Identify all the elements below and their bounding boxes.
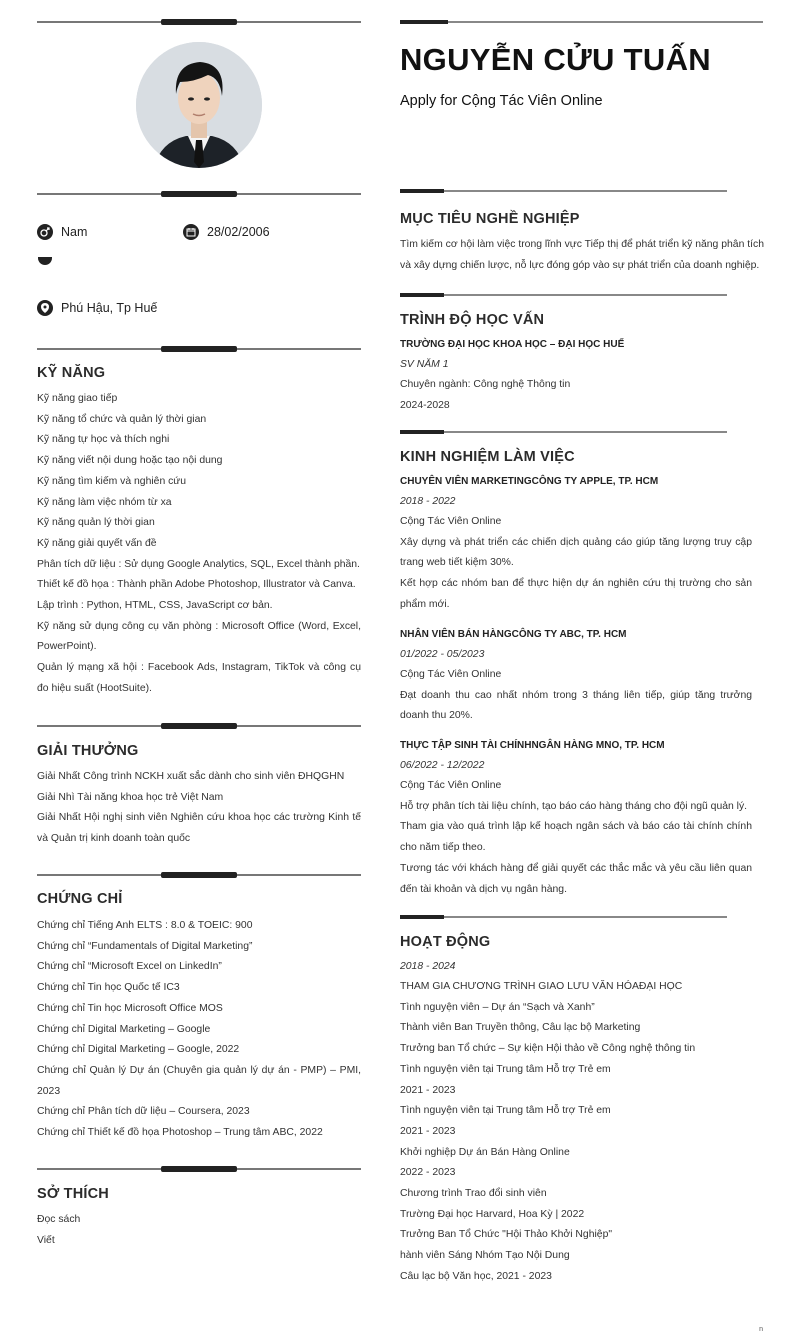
list-item: Trưởng ban Tổ chức – Sự kiện Hội thảo về Công nghệ thông tin (400, 1043, 696, 1055)
divider (37, 1163, 361, 1175)
awards-title: GIẢI THƯỞNG (37, 743, 139, 759)
list-item: Kỹ năng quản lý thời gian (37, 517, 155, 529)
list-item: Kỹ năng tự học và thích nghi (37, 434, 170, 446)
address-value: Phú Hậu, Tp Huế (61, 301, 158, 315)
list-item: Chứng chỉ Digital Marketing – Google, 2022 (37, 1044, 240, 1056)
job-detail: Tham gia vào quá trình lập kế hoạch ngân sách và báo cáo tài chính chính cho năm tiếp theo. (400, 821, 752, 854)
job-role: Cộng Tác Viên Online (400, 516, 502, 527)
divider (37, 188, 361, 200)
list-item: Chứng chỉ Tin học Microsoft Office MOS (37, 1002, 223, 1014)
address-info (37, 300, 157, 316)
list-item: Tình nguyện viên tại Trung tâm Hỗ trợ Trẻ em (400, 1063, 611, 1075)
school-name: TRƯỜNG ĐẠI HỌC KHOA HỌC – ĐẠI HỌC HUẾ (400, 339, 625, 350)
job-title: THỰC TẬP SINH TÀI CHÍNHNGÂN HÀNG MNO, TP. HCM (400, 740, 665, 751)
list-item: Tình nguyện viên – Dự án “Sạch và Xanh” (400, 1001, 595, 1013)
gender-value: Nam (61, 225, 88, 239)
birthdate-info (183, 224, 270, 240)
job-detail: Đạt doanh thu cao nhất nhóm trong 3 tháng liên tiếp, giúp tăng trưởng doanh thu 20%. (400, 689, 752, 722)
divider (37, 720, 361, 732)
partial-icon (38, 257, 52, 265)
activities-list (400, 957, 764, 1288)
divider (400, 188, 727, 196)
list-item: hành viên Sáng Nhóm Tạo Nội Dung (400, 1250, 570, 1262)
gender-info (37, 224, 87, 240)
job-detail: Hỗ trợ phân tích tài liệu chính, tạo báo cáo hàng tháng cho đội ngũ quản lý. (400, 800, 748, 812)
page-mark: n (759, 1326, 763, 1333)
list-item: Giải Nhì Tài năng khoa học trẻ Việt Nam (37, 791, 224, 803)
list-item: Trưởng Ban Tổ Chức "Hội Thảo Khởi Nghiệp" (400, 1229, 613, 1241)
list-item: Kỹ năng tổ chức và quản lý thời gian (37, 413, 207, 425)
hobbies-title: SỞ THÍCH (37, 1186, 109, 1202)
divider (400, 19, 763, 27)
job-detail: Kết hợp các nhóm ban để thực hiện dự án nghiên cứu thị trường cho sản phẩm mới. (400, 578, 752, 610)
list-item: Chứng chỉ Tiếng Anh ELTS : 8.0 & TOEIC: 900 (37, 920, 253, 931)
birthdate-value: 28/02/2006 (207, 225, 270, 239)
job-entry (400, 472, 752, 616)
location-pin-icon (37, 300, 53, 316)
list-item: Giải Nhất Công trình NCKH xuất sắc dành cho sinh viên ĐHQGHN (37, 771, 345, 782)
hobbies-list (37, 1210, 361, 1251)
objective-text: Tìm kiếm cơ hội làm việc trong lĩnh vực Tiếp thị để phát triển kỹ năng phân tích và xây dựng chiến lược, nỗ lực đóng góp vào sự phát triển của doanh nghiệp. (400, 239, 764, 271)
job-detail: Xây dựng và phát triển các chiến dịch quảng cáo giúp tăng lượng truy cập trang web tiết kiệm 30%. (400, 536, 752, 569)
candidate-name: NGUYỄN CỬU TUẤN (400, 42, 711, 77)
calendar-icon (183, 224, 199, 240)
divider (400, 914, 727, 922)
list-item: Chứng chỉ Digital Marketing – Google (37, 1023, 211, 1035)
list-item: Viết (37, 1234, 55, 1246)
awards-list (37, 767, 361, 850)
gender-icon (37, 224, 53, 240)
avatar (136, 42, 262, 168)
list-item: Chứng chỉ “Fundamentals of Digital Marketing” (37, 940, 253, 952)
education-block (400, 335, 764, 416)
certificates-list (37, 916, 361, 1144)
list-item: Kỹ năng làm việc nhóm từ xa (37, 496, 172, 508)
list-item: Tình nguyện viên tại Trung tâm Hỗ trợ Trẻ em (400, 1105, 611, 1117)
job-title: NHÂN VIÊN BÁN HÀNGCÔNG TY ABC, TP. HCM (400, 629, 627, 640)
list-item: Phân tích dữ liệu : Sử dụng Google Analytics, SQL, Excel thành phần. (37, 558, 360, 570)
certificates-title: CHỨNG CHỈ (37, 891, 123, 907)
list-item: Kỹ năng tìm kiếm và nghiên cứu (37, 475, 187, 487)
skills-list (37, 389, 361, 700)
job-detail: Tương tác với khách hàng để giải quyết các thắc mắc và yêu cầu liên quan đến tài khoản và dịch vụ ngân hàng. (400, 862, 752, 895)
list-item: Chứng chỉ Tin học Quốc tế IC3 (37, 982, 180, 994)
list-item: Giải Nhất Hội nghị sinh viên Nghiên cứu khoa học các trường Kinh tế và Quản trị kinh doanh toàn quốc (37, 812, 361, 845)
list-item: Trường Đại học Harvard, Hoa Kỳ | 2022 (400, 1208, 585, 1220)
list-item: Khởi nghiệp Dự án Bán Hàng Online (400, 1146, 570, 1158)
list-item: Chứng chỉ “Microsoft Excel on LinkedIn” (37, 961, 222, 973)
divider (400, 292, 727, 300)
education-period: 2024-2028 (400, 399, 450, 411)
job-role: Cộng Tác Viên Online (400, 669, 502, 680)
list-item: Chứng chỉ Thiết kế đồ họa Photoshop – Trung tâm ABC, 2022 (37, 1127, 323, 1139)
list-item: Kỹ năng sử dụng công cụ văn phòng : Microsoft Office (Word, Excel, PowerPoint). (37, 620, 361, 653)
job-entry (400, 736, 752, 900)
education-major: Chuyên ngành: Công nghệ Thông tin (400, 379, 571, 390)
education-year: SV NĂM 1 (400, 359, 449, 370)
experience-title: KINH NGHIỆM LÀM VIỆC (400, 449, 575, 465)
activities-title: HOẠT ĐỘNG (400, 934, 491, 950)
divider (37, 16, 361, 28)
job-entry (400, 625, 752, 727)
list-item: 2022 - 2023 (400, 1167, 456, 1179)
objective-title: MỤC TIÊU NGHỀ NGHIỆP (400, 211, 580, 227)
skills-title: KỸ NĂNG (37, 365, 106, 381)
divider (37, 343, 361, 355)
avatar-portrait-icon (136, 42, 262, 168)
job-period: 2018 - 2022 (400, 496, 456, 507)
activities-period: 2018 - 2024 (400, 961, 456, 972)
apply-position: Apply for Cộng Tác Viên Online (400, 93, 603, 109)
list-item: Kỹ năng giải quyết vấn đề (37, 537, 157, 549)
list-item: Câu lạc bộ Văn học, 2021 - 2023 (400, 1270, 552, 1282)
list-item: Lập trình : Python, HTML, CSS, JavaScript cơ bản. (37, 600, 273, 612)
job-period: 06/2022 - 12/2022 (400, 760, 485, 771)
job-period: 01/2022 - 05/2023 (400, 649, 485, 660)
list-item: 2021 - 2023 (400, 1125, 456, 1137)
list-item: THAM GIA CHƯƠNG TRÌNH GIAO LƯU VĂN HÓAĐẠI HỌC (400, 981, 683, 992)
list-item: Thiết kế đồ họa : Thành phần Adobe Photoshop, Illustrator và Canva. (37, 579, 356, 591)
list-item: Chứng chỉ Phân tích dữ liệu – Coursera, 2023 (37, 1106, 250, 1118)
list-item: 2021 - 2023 (400, 1084, 456, 1096)
education-title: TRÌNH ĐỘ HỌC VẤN (400, 312, 545, 328)
list-item: Thành viên Ban Truyền thông, Câu lạc bộ Marketing (400, 1022, 641, 1034)
divider (37, 869, 361, 881)
list-item: Kỹ năng viết nội dung hoặc tạo nội dung (37, 455, 223, 467)
job-role: Cộng Tác Viên Online (400, 780, 502, 791)
divider (400, 429, 727, 437)
list-item: Chứng chỉ Quản lý Dự án (Chuyên gia quản lý dự án - PMP) – PMI, 2023 (37, 1064, 361, 1097)
list-item: Chương trình Trao đổi sinh viên (400, 1188, 547, 1200)
list-item: Kỹ năng giao tiếp (37, 393, 118, 404)
list-item: Quản lý mạng xã hội : Facebook Ads, Instagram, TikTok và công cụ đo hiệu suất (HootSuite). (37, 662, 361, 694)
list-item: Đọc sách (37, 1214, 81, 1225)
job-title: CHUYÊN VIÊN MARKETINGCÔNG TY APPLE, TP. HCM (400, 476, 659, 487)
